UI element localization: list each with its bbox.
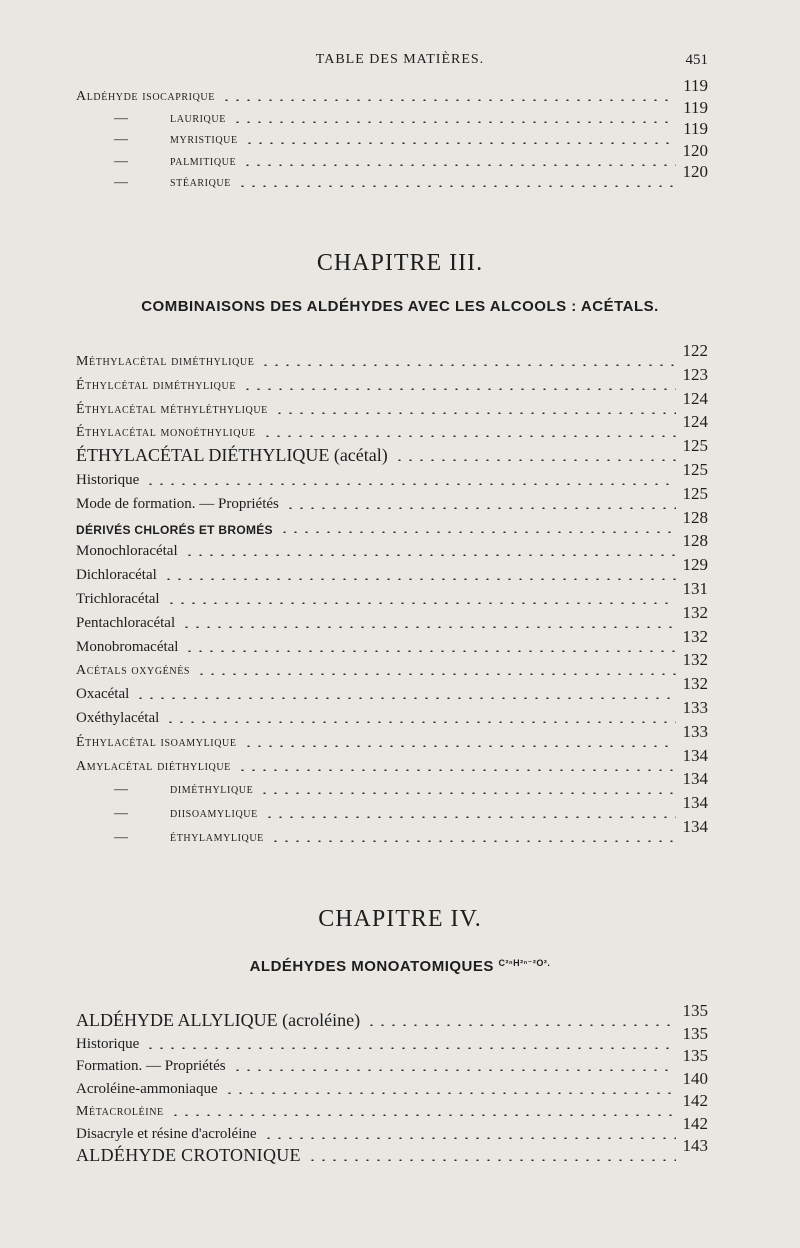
- toc-entry-page: 134: [682, 793, 708, 813]
- toc-entry-text: Amylacétal diéthylique: [76, 758, 231, 774]
- toc-entry-page: 133: [682, 721, 708, 741]
- dot-leader: [145, 1047, 676, 1049]
- dot-leader: [270, 840, 676, 842]
- toc-entry: [76, 721, 708, 752]
- toc-entry-text: Historique: [76, 1035, 140, 1052]
- toc-entry-text: Mode de formation. — Propriétés: [76, 495, 279, 512]
- toc-entry-page: 135: [682, 1023, 708, 1043]
- toc-entry-page: 129: [682, 555, 708, 575]
- toc-entry: [76, 602, 708, 633]
- toc-entry-text: Éthylacétal isoamylique: [76, 734, 237, 750]
- dot-leader: [262, 435, 676, 437]
- dot-leader: [224, 1092, 676, 1094]
- ditto-dash: —: [114, 830, 129, 845]
- dot-leader: [166, 602, 676, 604]
- toc-entry-page: 134: [682, 769, 708, 789]
- toc-entry-text: palmitique: [170, 153, 237, 169]
- toc-entry-text: laurique: [170, 110, 226, 126]
- toc-entry-text: Méthylacétal diméthylique: [76, 354, 255, 369]
- dot-leader: [232, 1069, 676, 1071]
- toc-entry: [76, 650, 708, 680]
- dot-leader: [135, 697, 676, 699]
- ditto-dash: —: [114, 806, 129, 822]
- toc-entry-text: myristique: [170, 132, 238, 147]
- toc-entry-page: 142: [682, 1091, 708, 1110]
- dot-leader: [237, 185, 676, 187]
- toc-entry-text: Monobromacétal: [76, 638, 179, 655]
- toc-entry-text: Acétals oxygénés: [76, 663, 191, 679]
- toc-entry: [76, 793, 708, 823]
- toc-entry-page: 132: [682, 626, 708, 646]
- chapter-4-formula: C²ⁿH²ⁿ⁻²O².: [498, 958, 551, 968]
- toc-entry-label: [76, 176, 231, 192]
- toc-entry-text: Formation. — Propriétés: [76, 1058, 226, 1074]
- toc-entry-text: Trichloracétal: [76, 591, 160, 607]
- toc-entry: [76, 555, 708, 585]
- toc-entry-page: 119: [683, 97, 708, 117]
- toc-entry: [76, 412, 708, 442]
- dot-leader: [260, 364, 676, 366]
- toc-entry-text: ÉTHYLACÉTAL DIÉTHYLIQUE (acétal): [76, 445, 388, 466]
- toc-entry-page: 135: [682, 1046, 708, 1065]
- toc-entry-text: ALDÉHYDE CROTONIQUE: [76, 1145, 301, 1165]
- dot-leader: [279, 531, 676, 533]
- ditto-dash: —: [114, 175, 129, 190]
- toc-entry-text: Monochloracétal: [76, 543, 178, 560]
- toc-entry: [76, 364, 708, 395]
- dot-leader: [274, 412, 676, 414]
- toc-entry-text: Oxéthylacétal: [76, 710, 160, 726]
- dot-leader: [366, 1024, 676, 1026]
- dot-leader: [184, 554, 676, 556]
- toc-entry: [76, 483, 708, 514]
- toc-entry-page: 120: [682, 162, 708, 181]
- dot-leader: [184, 650, 676, 652]
- toc-entry: [76, 769, 708, 799]
- chapter-4-subtitle: [0, 958, 800, 975]
- toc-entry-text: Historique: [76, 472, 140, 488]
- toc-entry-text: diméthylique: [170, 782, 254, 798]
- dot-leader: [259, 792, 676, 794]
- toc-entry-page: 125: [682, 483, 708, 503]
- toc-entry-page: 124: [682, 388, 708, 408]
- dot-leader: [145, 483, 676, 485]
- toc-entry-page: 125: [682, 460, 708, 479]
- dot-leader: [394, 459, 676, 461]
- toc-entry-page: 131: [682, 579, 708, 598]
- dot-leader: [307, 1159, 676, 1161]
- toc-entry: [76, 579, 708, 609]
- ditto-dash: —: [114, 110, 129, 126]
- toc-entry-page: 143: [682, 1136, 708, 1155]
- toc-entry: [76, 388, 708, 419]
- dot-leader: [165, 721, 676, 723]
- toc-entry-page: 124: [682, 412, 708, 432]
- toc-entry-text: diisoamylique: [170, 806, 258, 822]
- toc-entry: [76, 436, 708, 466]
- toc-entry-text: Oxacétal: [76, 686, 130, 703]
- toc-entry: [76, 674, 708, 704]
- toc-entry-page: 119: [683, 76, 708, 95]
- toc-entry: [76, 531, 708, 561]
- dot-leader: [263, 1137, 676, 1139]
- toc-entry-page: 132: [682, 674, 708, 694]
- chapter-3-title: CHAPITRE III.: [316, 250, 484, 276]
- chapter-4-subtitle-text: ALDÉHYDES MONOATOMIQUES: [249, 958, 494, 975]
- toc-entry-page: 132: [682, 650, 708, 670]
- toc-entry-page: 119: [683, 119, 708, 138]
- dot-leader: [163, 578, 676, 580]
- ditto-dash: —: [114, 132, 129, 147]
- toc-entry-label: [76, 1146, 301, 1166]
- toc-entry: [76, 162, 708, 192]
- toc-entry: [76, 460, 708, 490]
- running-title: TABLE DES MATIÈRES.: [315, 52, 485, 67]
- toc-entry-page: 123: [682, 364, 708, 384]
- dot-leader: [181, 626, 676, 628]
- dot-leader: [242, 388, 676, 390]
- toc-entry-text: Dichloracétal: [76, 567, 157, 584]
- toc-entry-text: Éthylacétal méthyléthylique: [76, 401, 268, 417]
- chapter-4-title: CHAPITRE IV.: [318, 906, 482, 932]
- toc-entry-text: Aldéhyde isocaprique: [76, 89, 215, 104]
- toc-entry-page: 125: [682, 436, 708, 456]
- toc-entry: [76, 341, 708, 371]
- dot-leader: [264, 816, 676, 818]
- toc-entry-page: 142: [682, 1113, 708, 1133]
- toc-entry-page: 140: [682, 1068, 708, 1088]
- toc-entry-page: 122: [682, 341, 708, 360]
- toc-entry-page: 133: [682, 698, 708, 717]
- toc-entry: [76, 626, 708, 657]
- running-head: [0, 52, 800, 72]
- toc-entry-page: 120: [682, 140, 708, 160]
- toc-entry-text: Métacroléine: [76, 1104, 164, 1119]
- toc-entry: [76, 745, 708, 776]
- toc-entry-text: Éthylacétal monoéthylique: [76, 425, 256, 441]
- toc-entry: [76, 1136, 708, 1166]
- toc-entry-text: Disacryle et résine d'acroléine: [76, 1125, 257, 1142]
- dot-leader: [196, 673, 676, 675]
- toc-entry-text: Pentachloracétal: [76, 614, 176, 631]
- dot-leader: [285, 507, 676, 509]
- toc-entry-page: 134: [682, 745, 708, 765]
- dot-leader: [243, 745, 676, 747]
- dot-leader: [237, 769, 676, 771]
- toc-entry-text: Éthylcétal diméthylique: [76, 377, 237, 393]
- toc-entry-text: DÉRIVÉS CHLORÉS ET BROMÉS: [76, 522, 273, 537]
- toc-entry-label: [76, 831, 264, 847]
- toc-entry-text: ALDÉHYDE ALLYLIQUE (acroléine): [76, 1010, 361, 1030]
- ditto-dash: —: [114, 153, 129, 169]
- dot-leader: [170, 1114, 676, 1116]
- toc-entry-page: 128: [682, 531, 708, 551]
- toc-entry-page: 132: [682, 602, 708, 622]
- toc-entry-text: éthylamylique: [170, 830, 264, 845]
- toc-entry-page: 134: [682, 817, 708, 836]
- toc-entry-text: Acroléine-ammoniaque: [76, 1080, 218, 1097]
- chapter-3-subtitle: COMBINAISONS DES ALDÉHYDES AVEC LES ALCOOLS : ACÉTALS.: [141, 298, 659, 315]
- page-number: 451: [685, 52, 708, 68]
- toc-entry: [76, 507, 708, 538]
- toc-entry-text: stéarique: [170, 175, 231, 190]
- toc-entry-page: 128: [682, 507, 708, 527]
- toc-entry: [76, 817, 708, 847]
- ditto-dash: —: [114, 782, 129, 798]
- toc-entry: [76, 698, 708, 728]
- toc-entry-page: 135: [682, 1001, 708, 1020]
